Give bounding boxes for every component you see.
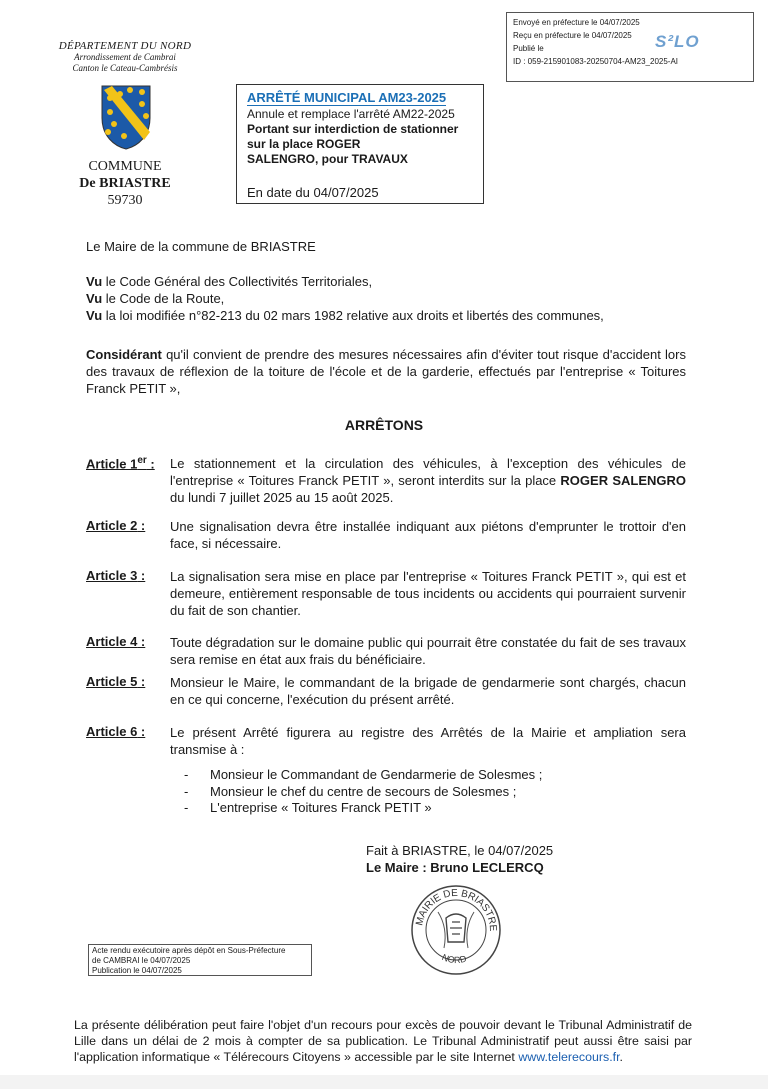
signature-mayor: Le Maire : Bruno LECLERCQ: [366, 860, 544, 875]
list-dash: -: [184, 800, 189, 815]
vu-label: Vu: [86, 291, 103, 306]
recipient-item: Monsieur le chef du centre de secours de Solesmes ;: [210, 784, 517, 799]
vu-list: [86, 273, 686, 324]
article-4-label: Article 4 :: [86, 634, 146, 649]
decree-subtitle: Annule et remplace l'arrêté AM22-2025: [247, 107, 455, 121]
decree-object-line1: Portant sur interdiction de stationner sur la place ROGER: [247, 122, 459, 151]
commune-label: COMMUNE: [88, 159, 162, 174]
bottom-strip: [0, 1075, 768, 1089]
article-1-label: Article 1er :: [86, 455, 155, 472]
signature-place-date: Fait à BRIASTRE, le 04/07/2025: [366, 843, 554, 858]
stamp-sent: Envoyé en préfecture le 04/07/2025: [513, 18, 640, 27]
seal-top-text: MAIRIE DE BRIASTRE: [414, 887, 499, 932]
stamp-id: ID : 059-215901083-20250704-AM23_2025-AI: [513, 57, 679, 66]
department-name: DÉPARTEMENT DU NORD: [58, 40, 192, 52]
vu-text: la loi modifiée n°82-213 du 02 mars 1982 relative aux droits et libertés des communes,: [105, 308, 604, 323]
article-5-label: Article 5 :: [86, 674, 146, 689]
decree-reference: ARRÊTÉ MUNICIPAL AM23-2025: [247, 90, 447, 105]
maire-line: Le Maire de la commune de BRIASTRE: [86, 239, 316, 254]
vu-label: Vu: [86, 274, 103, 289]
exec-line3: Publication le 04/07/2025: [92, 966, 182, 975]
mairie-seal-icon: [408, 882, 504, 978]
legal-footer: [74, 1017, 692, 1065]
footer-end: .: [619, 1050, 623, 1064]
slo-logo: S²LO: [655, 32, 700, 51]
coat-of-arms-icon: [100, 84, 152, 150]
article-6-label: Article 6 :: [86, 724, 146, 739]
article-3-label: Article 3 :: [86, 568, 146, 583]
title-box: [236, 84, 484, 204]
decree-date: En date du 04/07/2025: [247, 185, 379, 200]
stamp-published: Publié le: [513, 44, 544, 53]
seal-bottom-text: NORD: [440, 951, 468, 966]
decree-object-line2: SALENGRO, pour TRAVAUX: [247, 152, 408, 166]
prefecture-stamp: [506, 12, 754, 82]
article-1-text: Le stationnement et la circulation des véhicules, à l'exception des véhicules de l'entreprise « Toitures Franck PETIT », seront interdits sur la place ROGER SALENGRO du lundi 7 juillet 2025 au 15 août 2025.: [170, 456, 686, 505]
article-6-text: Le présent Arrêté figurera au registre des Arrêtés de la Mairie et ampliation sera transmise à :: [170, 725, 686, 757]
considerant-paragraph: [86, 346, 686, 397]
commune-name: De BRIASTRE: [79, 176, 171, 191]
article-2-label: Article 2 :: [86, 518, 146, 533]
arrondissement: Arrondissement de Cambrai: [74, 52, 176, 62]
article-5-text: Monsieur le Maire, le commandant de la brigade de gendarmerie sont chargés, chacun en ce qui concerne, l'exécution du présent arrêté.: [170, 675, 686, 707]
vu-text: le Code Général des Collectivités Territoriales,: [105, 274, 373, 289]
department-header: [40, 40, 210, 74]
postal-code: 59730: [107, 193, 143, 208]
canton: Canton le Cateau-Cambrésis: [72, 63, 178, 73]
commune-block: [40, 158, 210, 209]
vu-label: Vu: [86, 308, 103, 323]
stamp-received: Reçu en préfecture le 04/07/2025: [513, 31, 632, 40]
considerant-text: qu'il convient de prendre des mesures nécessaires afin d'éviter tout risque d'accident lors des travaux de réflexion de la toiture de l'école et de la garderie, effectués par l'entreprise « Toitures Franck PETIT »,: [86, 347, 686, 396]
recipient-item: Monsieur le Commandant de Gendarmerie de Solesmes ;: [210, 767, 543, 782]
executory-stamp: [88, 944, 312, 976]
list-dash: -: [184, 784, 189, 799]
article-2-text: Une signalisation devra être installée indiquant aux piétons d'emprunter le trottoir d'en face, si nécessaire.: [170, 519, 686, 551]
recipient-item: L'entreprise « Toitures Franck PETIT »: [210, 800, 432, 815]
footer-text: La présente délibération peut faire l'objet d'un recours pour excès de pouvoir devant le Tribunal Administratif de Lille dans un délai de 2 mois à compter de sa publication. Le Tribunal Administratif peut aussi être saisi par l'application informatique « Télérecours Citoyens » accessible par le site Internet: [74, 1018, 692, 1064]
exec-line2: de CAMBRAI le 04/07/2025: [92, 956, 191, 965]
list-dash: -: [184, 767, 189, 782]
considerant-label: Considérant: [86, 347, 162, 362]
exec-line1: Acte rendu exécutoire après dépôt en Sous-Préfecture: [92, 946, 286, 955]
article-4-text: Toute dégradation sur le domaine public qui pourrait être constatée du fait de ses travaux sera remise en état aux frais du bénéficiaire.: [170, 635, 686, 667]
telerecours-link[interactable]: www.telerecours.fr: [518, 1050, 620, 1064]
vu-text: le Code de la Route,: [105, 291, 225, 306]
arretons-heading: ARRÊTONS: [344, 417, 424, 433]
article-3-text: La signalisation sera mise en place par l'entreprise « Toitures Franck PETIT », qui est et demeure, entièrement responsable de tous incidents ou accidents qui pourraient survenir du fait de son chantier.: [170, 569, 686, 618]
